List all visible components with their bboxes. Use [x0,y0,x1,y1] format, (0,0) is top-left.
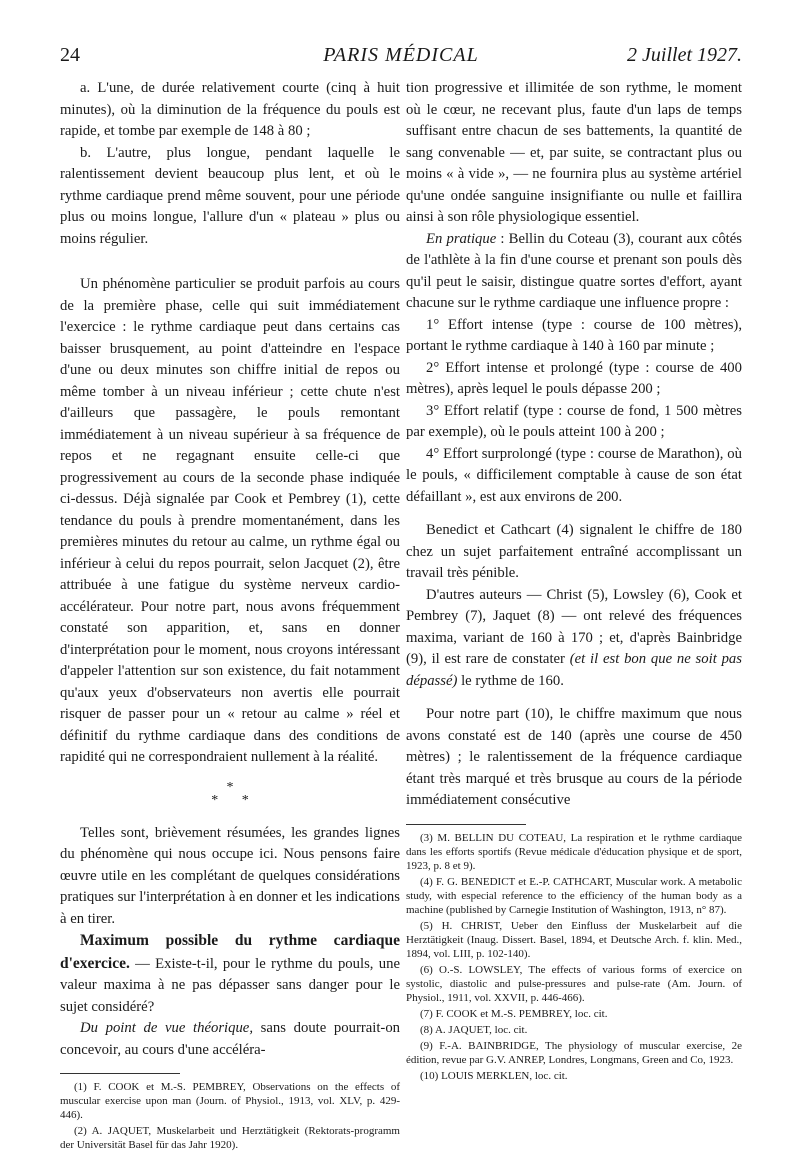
paragraph: Benedict et Cathcart (4) signalent le chiffre de 180 chez un sujet parfaitement entraîné accomplissant un travail très pénible. [406,522,742,581]
section-separator [60,781,400,807]
footnote-divider [60,1073,180,1074]
footnote: (3) M. BELLIN DU COTEAU, La respiration et le rythme cardiaque dans les efforts sportifs (Revue médicale d'éducation physique et de sport, 1923, p. 8 et 9). [406,831,742,872]
footnote: (4) F. G. BENEDICT et E.-P. CATHCART, Muscular work. A metabolic study, with especial reference to the efficiency of the human body as a machine (published by Carnegie Institution of Washington, 1913, n° 87). [406,875,742,916]
paragraph: Un phénomène particulier se produit parfois au cours de la première phase, celle qui suit immédiatement l'exercice : le rythme cardiaque peut dans certains cas baisser brusquement, au point d'atteindre en l'espace d'une ou deux minutes son chiffre initial de repos ou même tomber à un niveau inférieur ; cette chute n'est d'ailleurs que passagère, le pouls remontant immédiatement à un niveau supérieur à sa fréquence de repos et ne regagnant ensuite celle-ci que progressivement au cours de la seconde phase indiquée ci-dessus. Déjà signalée par Cook et Pembrey (1), cette tendance du pouls à prendre momentanément, dans les premières minutes du retour au calme, un rythme égal ou inférieur à celui du repos pourrait, selon Jacquet (2), être attribuée à une fatigue du système nerveux cardio-accélérateur. Pour notre part, nous avons fréquemment constaté son apparition, et, sans en donner d'interprétation pour le moment, nous croyons intéressant d'appeler l'attention sur son existence, du fait notamment qu'aux yeux d'observateurs non avertis elle pourrait risquer de passer pour un « retour au calme » réel et définitif du rythme cardiaque dans des conditions de rapidité qui ne correspondraient nullement à la réalité. [60,276,400,765]
list-item: 3° Effort relatif (type : course de fond, 1 500 mètres par exemple), où le pouls atteint 100 à 200 ; [406,402,742,440]
paragraph [406,585,742,693]
list-item: 2° Effort intense et prolongé (type : course de 400 mètres), après lequel le pouls dépasse 200 ; [406,359,742,397]
paragraph: Telles sont, brièvement résumées, les grandes lignes du phénomène qui nous occupe ici. Nous pensons faire œuvre utile en les complétant de quelques considérations pratiques sur l'interprétation à en donner et les indications à en tirer. [60,824,400,927]
emphasis-text: En pratique [426,230,497,247]
section-heading: Maximum possible du rythme cardiaque d'exercice. [60,932,400,972]
journal-title: PARIS MÉDICAL [323,44,479,66]
right-column [406,78,742,1085]
emphasis-text: Du point de vue théorique, [80,1020,254,1036]
issue-date: 2 Juillet 1927. [627,44,742,66]
list-item: 4° Effort surprolongé (type : course de Marathon), où le pouls, « difficilement comptable à cause de son état défaillant », est aux environs de 200. [406,445,742,505]
footnote: (8) A. JAQUET, loc. cit. [420,1023,528,1036]
page-number: 24 [60,44,80,66]
left-column [60,78,400,1154]
paragraph-text: D'autres auteurs — Christ (5), Lowsley (6), Cook et Pembrey (7), Jaquet (8) — ont relevé des fréquences maxima, variant de 160 à 170 ; et, d'après Bainbridge (9), il est rare de constater [406,586,742,667]
emphasis-text: (et il est bon que ne soit pas dépassé) [406,651,742,689]
footnote: (9) F.-A. BAINBRIDGE, The physiology of muscular exercise, 2e édition, revue par G.V. ANREP, Londres, Longmans, Green and Co, 1923. [406,1039,742,1066]
footnote-divider [406,824,526,825]
paragraph [406,229,742,315]
footnote: (2) A. JAQUET, Muskelarbeit und Herztätigkeit (Rektorats-programm der Universität Basel für das Jahr 1920). [60,1125,400,1151]
footnote: (5) H. CHRIST, Ueber den Einfluss der Muskelarbeit auf die Herztätigkeit (Inaug. Dissert. Basel, 1894, et Deutsche Arch. f. klin. Med., 1894, vol. LIII, p. 102-140). [406,919,742,960]
list-item-b: b. L'autre, plus longue, pendant laquelle le ralentissement devient beaucoup plus lent, et où le rythme cardiaque prend même souvent, pour une période plus ou moins longue, l'allure d'un « plateau » plus ou moins régulier. [60,144,400,247]
footnote: (7) F. COOK et M.-S. PEMBREY, loc. cit. [420,1007,608,1020]
paragraph-text: — Existe-t-il, pour le rythme du pouls, une valeur maxima à ne pas dépasser sans danger pour le sujet considéré? [60,955,400,1015]
paragraph: tion progressive et illimitée de son rythme, le moment où le cœur, ne recevant plus, faute d'un laps de temps suffisant entre chacun de ses battements, la quantité de sang convenable — et, par suite, se contractant plus ou moins « à vide », — ne fournira plus au système artériel qu'une ondée sanguine insignifiante ou nulle et faillira ainsi à son rôle physiologique essentiel. [406,80,742,225]
page-header [60,44,742,72]
footnote: (6) O.-S. LOWSLEY, The effects of various forms of exercice on systolic, diastolic and pulse-pressures and pulse-rate (Am. Journ. of Physiol., 1911, vol. XXVII, p. 446-466). [406,963,742,1004]
paragraph-text: : Bellin du Coteau (3), courant aux côtés de l'athlète à la fin d'une course et prenant son pouls dès qu'il peut le saisir, distingue quatre sortes d'effort, ayant chacune sur le rythme cardiaque une influence propre : [406,230,742,311]
paragraph-text: sans doute pourrait-on concevoir, au cours d'une accéléra- [60,1020,401,1058]
separator-star: * [226,779,234,795]
footnote: (10) LOUIS MERKLEN, loc. cit. [420,1069,568,1082]
list-item: 1° Effort intense (type : course de 100 mètres), portant le rythme cardiaque à 140 à 160 par minute ; [406,316,742,354]
paragraph: Pour notre part (10), le chiffre maximum que nous avons constaté est de 140 (après une course de 450 mètres) ; le ralentissement de la fréquence cardiaque étant très marqué et très brusque au cours de la période immédiatement consécutive [406,706,742,808]
list-item-a: a. L'une, de durée relativement courte (cinq à huit minutes), où la diminution de la fréquence du pouls est rapide, et tombe par exemple de 148 à 80 ; [60,80,400,139]
footnote: (1) F. COOK et M.-S. PEMBREY, Observations on the effects of muscular exercise upon man (Journ. of Physiol., 1913, vol. XLV, p. 429-446). [60,1081,400,1121]
separator-stars: * * [211,792,259,808]
paragraph-text: le rythme de 160. [457,672,564,689]
section-paragraph [60,930,400,1018]
paragraph [60,1018,400,1061]
